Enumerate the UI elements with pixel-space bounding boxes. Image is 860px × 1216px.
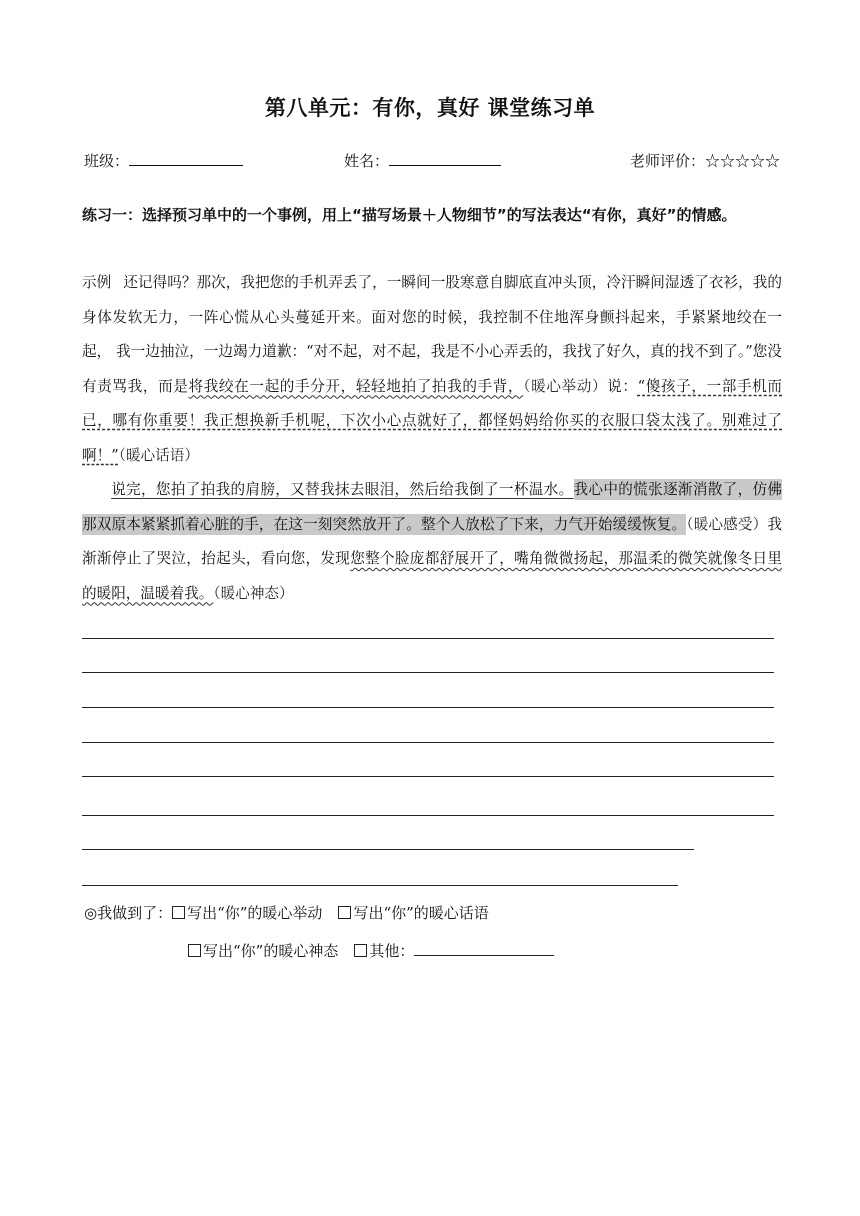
name-label: 姓名： bbox=[344, 152, 390, 170]
example-label: 示例 bbox=[82, 274, 112, 291]
writing-line[interactable] bbox=[82, 707, 774, 708]
name-blank[interactable] bbox=[389, 150, 501, 166]
writing-line[interactable] bbox=[82, 742, 774, 743]
option-warm-look: 写出“你”的暖心神态 bbox=[203, 942, 339, 960]
option-other: 其他： bbox=[369, 942, 415, 960]
class-field bbox=[84, 150, 243, 171]
note-warm-speech: （暖心话语） bbox=[118, 446, 199, 464]
example-paragraph-2 bbox=[82, 473, 782, 611]
writing-line[interactable] bbox=[82, 849, 694, 850]
exercise-instruction: 练习一：选择预习单中的一个事例，用上“描写场景＋人物细节”的写法表达“有你，真好”的情感。 bbox=[82, 206, 737, 224]
teacher-eval-label: 老师评价： bbox=[629, 152, 705, 170]
writing-line[interactable] bbox=[82, 776, 774, 777]
example-text: 说： bbox=[607, 377, 638, 395]
example-text: 说完，您拍了拍我的肩膀，又替我抹去眼泪，然后给我倒了一杯温水。 bbox=[111, 481, 574, 498]
checkbox-warm-look[interactable] bbox=[188, 944, 201, 957]
checklist-lead: ◎我做到了： bbox=[84, 904, 173, 922]
class-label: 班级： bbox=[84, 152, 130, 170]
writing-line[interactable] bbox=[82, 885, 678, 886]
checkbox-other[interactable] bbox=[354, 944, 367, 957]
class-blank[interactable] bbox=[129, 150, 243, 166]
checklist-row-2 bbox=[188, 940, 554, 961]
student-info-row bbox=[84, 150, 780, 174]
note-warm-action: （暖心举动） bbox=[523, 377, 608, 395]
other-blank[interactable] bbox=[414, 942, 554, 956]
warm-speech-text: “傻孩子，一部手机而已，哪有你重要！我正想换新手机呢，下次小心点就好了，都怪妈妈给你买的衣服口袋太浅了。别难过了啊！” bbox=[82, 377, 782, 464]
writing-line[interactable] bbox=[82, 638, 774, 639]
example-text: 还记得吗？那次，我把您的手机弄丢了，一瞬间一股寒意自脚底直冲头顶，冷汗瞬间湿透了衣衫，我的身体发软无力，一阵心慌从心头蔓延开来。面对您的时候，我控制不住地浑身颤抖起来，手紧紧地绞在一起， 我一边抽泣，一边竭力道歉：“对不起，对不起，我是不小心弄丢的，我找了好久，真的找不到了。”您没有责骂我，而是 bbox=[82, 274, 782, 395]
note-warm-look: （暖心神态） bbox=[213, 584, 294, 602]
warm-look-text: 您整个脸庞都舒展开了，嘴角微微扬起，那温柔的微笑就像冬日里的暖阳，温暖着我。 bbox=[82, 550, 782, 602]
note-warm-feeling: （暖心感受） bbox=[686, 515, 768, 533]
option-warm-action: 写出“你”的暖心举动 bbox=[187, 904, 323, 922]
warm-action-text: 将我绞在一起的手分开，轻轻地拍了拍我的手背， bbox=[188, 377, 524, 395]
checklist-row-1 bbox=[84, 902, 489, 923]
writing-line[interactable] bbox=[82, 815, 774, 816]
example-passage bbox=[82, 266, 782, 611]
checkbox-warm-action[interactable] bbox=[172, 906, 185, 919]
option-warm-speech: 写出“你”的暖心话语 bbox=[353, 904, 489, 922]
name-field bbox=[344, 150, 501, 171]
rating-stars[interactable]: ☆☆☆☆☆ bbox=[704, 152, 780, 170]
page-title: 第八单元：有你，真好 课堂练习单 bbox=[264, 96, 596, 120]
example-paragraph-1 bbox=[82, 266, 782, 473]
example-text: 我渐渐停止了哭泣，抬起头，看向您，发现 bbox=[82, 515, 782, 567]
writing-line[interactable] bbox=[82, 672, 774, 673]
teacher-eval-field bbox=[630, 150, 780, 171]
warm-feeling-highlight: 我心中的慌张逐渐消散了，仿佛那双原本紧紧抓着心脏的手，在这一刻突然放开了。整个人放松了下来，力气开始缓缓恢复。 bbox=[82, 481, 782, 533]
checkbox-warm-speech[interactable] bbox=[338, 906, 351, 919]
